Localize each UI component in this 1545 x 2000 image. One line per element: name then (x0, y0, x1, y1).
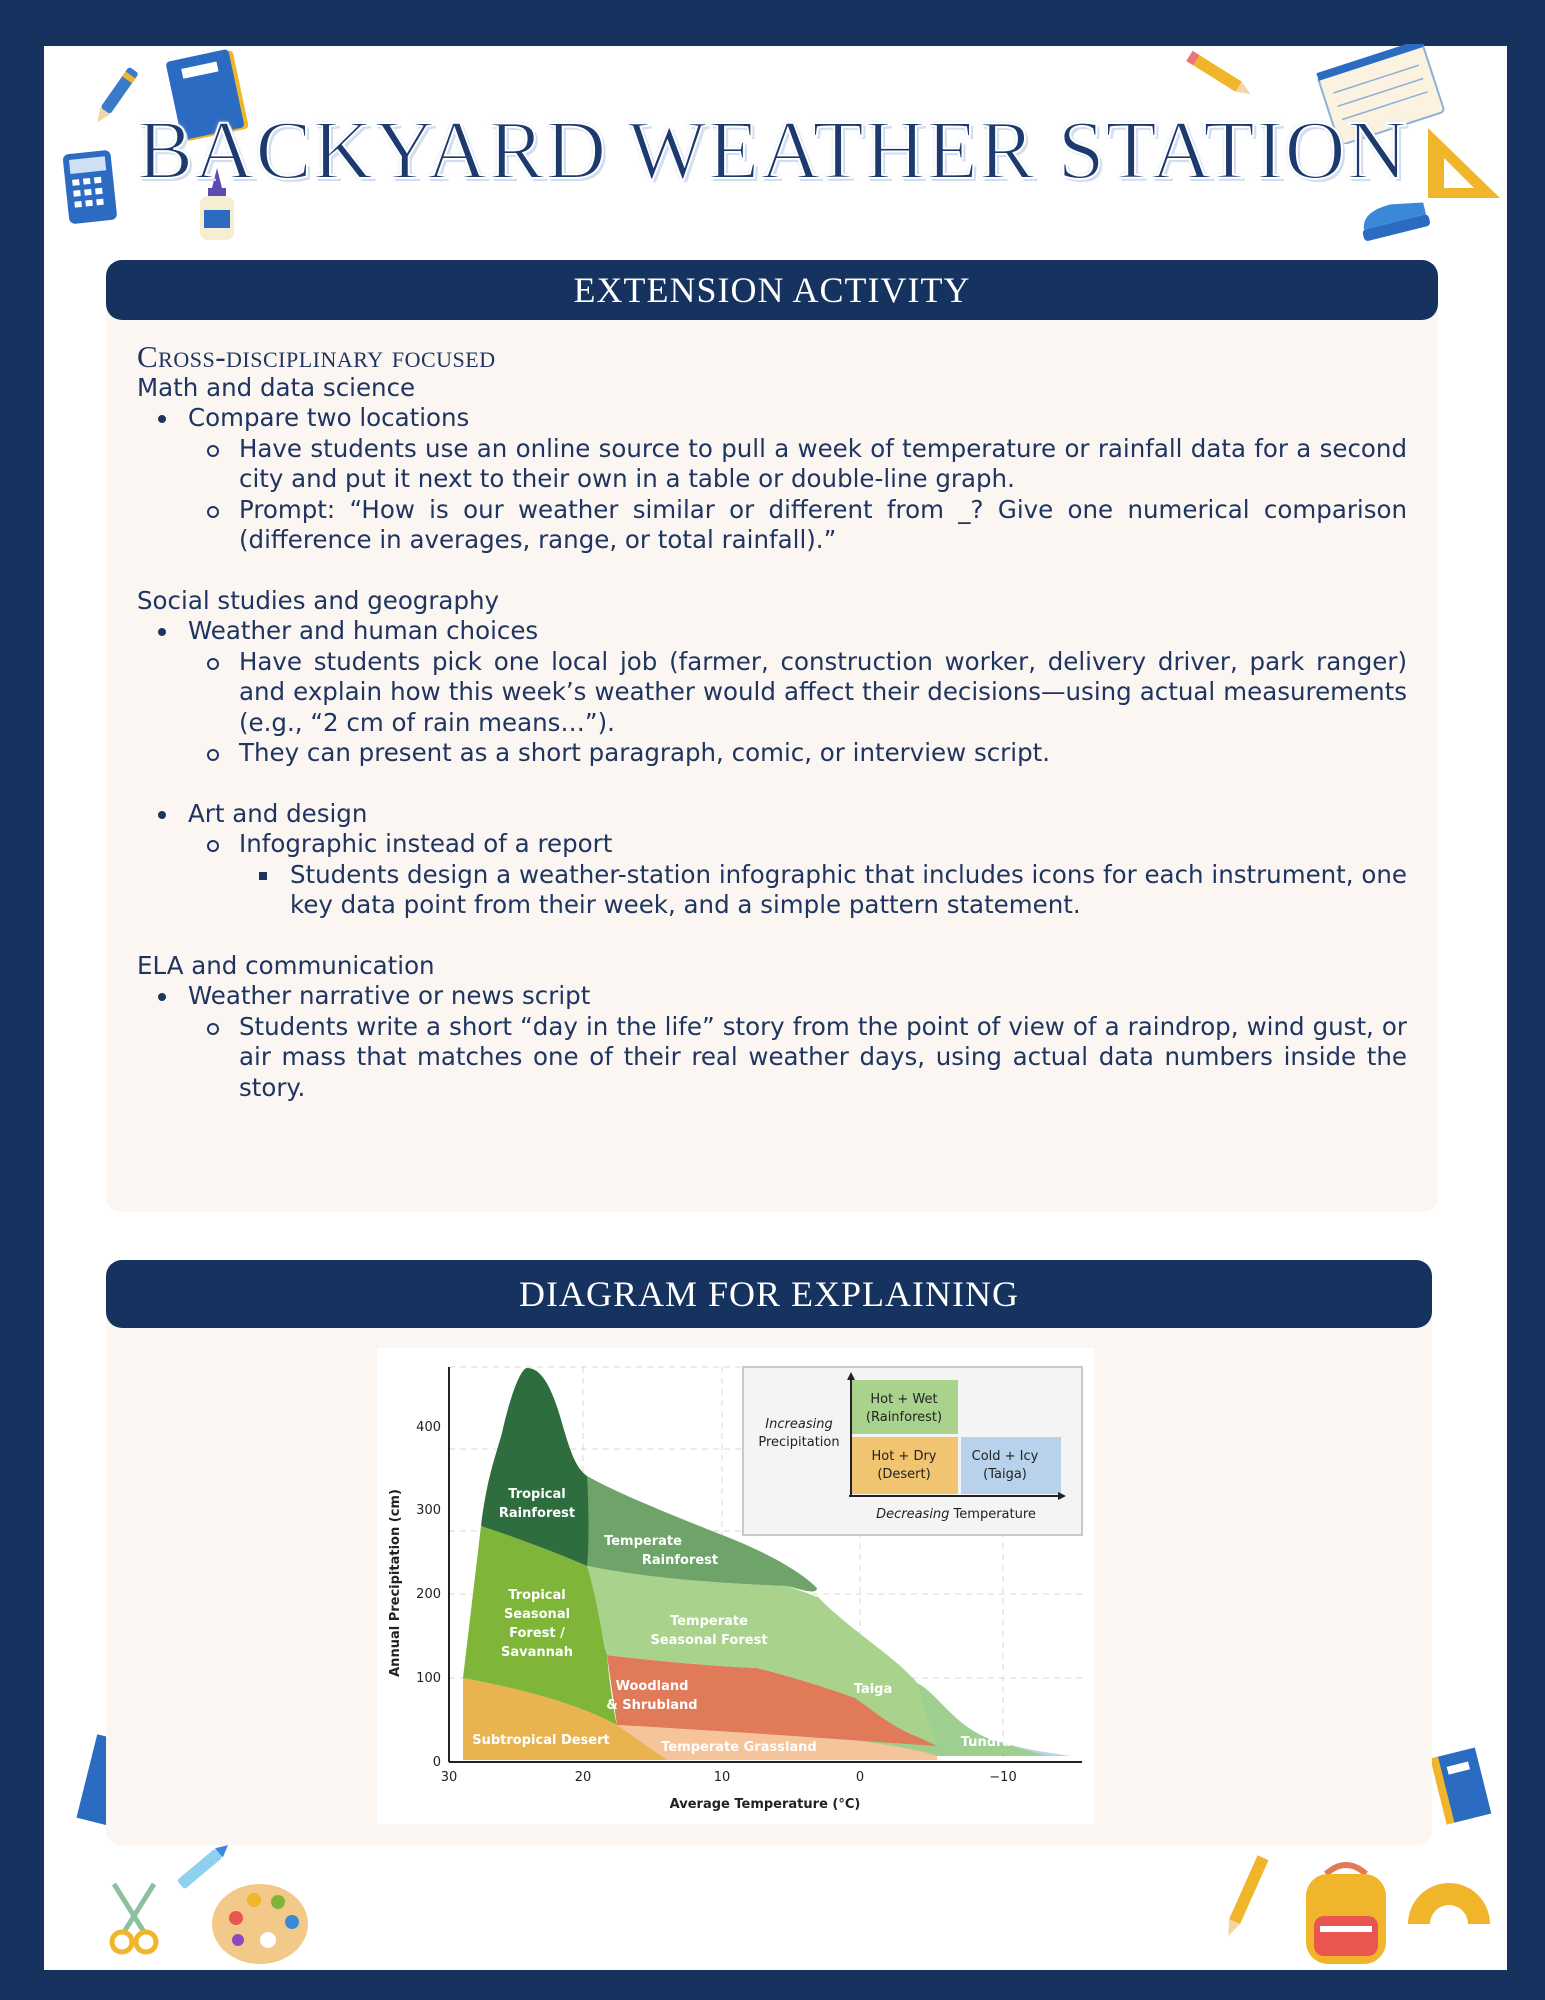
page-title: BACKYARD WEATHER STATION (136, 104, 1409, 197)
list-item: Students write a short “day in the life” story from the point of view of a raindrop, wind gust, or air mass that matches one of their real weather days, using actual data numbers inside the story. (137, 1012, 1407, 1104)
paint-palette-icon (208, 1878, 312, 1970)
biome-diagram (377, 1348, 1094, 1824)
x-tick-label: −10 (989, 1770, 1017, 1785)
tropical-seasonal-label: Forest / (509, 1626, 565, 1641)
legend-y-axis-label: Precipitation (758, 1435, 840, 1450)
list-item: Students design a weather-station infographic that includes icons for each instrument, one key data point from their week, and a simple pattern statement. (137, 860, 1407, 921)
legend-hot-dry-label: (Desert) (877, 1467, 931, 1482)
tundra-label: Tundra (960, 1735, 1012, 1750)
subject-heading: ELA and communication (137, 950, 435, 980)
temperate-grassland-label: Temperate Grassland (661, 1740, 817, 1755)
stapler-icon (1354, 192, 1434, 244)
tropical-rainforest-label: Tropical (508, 1487, 566, 1502)
y-tick-label: 0 (432, 1755, 441, 1770)
temperate-seasonal-label: Temperate (670, 1614, 748, 1629)
list-item: Prompt: “How is our weather similar or different from _? Give one numerical comparison (difference in averages, range, or total rainfall).” (137, 495, 1407, 556)
list-item: Have students pick one local job (farmer, construction worker, delivery driver, park ranger) and explain how this week’s weather would affect their decisions—using actual measurements (e.g., “2 cm of rain means…”). (137, 647, 1407, 739)
list-item: Have students use an online source to pull a week of temperature or rainfall data for a second city and put it next to their own in a table or double-line graph. (137, 434, 1407, 495)
x-tick-label: 30 (440, 1770, 458, 1785)
x-tick-label: 20 (574, 1770, 592, 1785)
legend-y-axis-label: Increasing (765, 1417, 833, 1432)
ela-list (137, 981, 1407, 1103)
taiga-label: Taiga (853, 1682, 893, 1697)
list-item: They can present as a short paragraph, comic, or interview script. (137, 738, 1407, 769)
legend-hot-dry-label: Hot + Dry (871, 1449, 937, 1464)
legend-hot-dry (851, 1437, 958, 1494)
temperate-rainforest-label: Rainforest (641, 1553, 719, 1568)
x-tick-label: 0 (855, 1770, 865, 1785)
list-item: Weather narrative or news script (137, 981, 1407, 1012)
y-tick-label: 200 (416, 1587, 441, 1602)
y-axis-label: Annual Precipitation (cm) (388, 1489, 403, 1677)
subtropical-desert-label: Subtropical Desert (472, 1733, 610, 1748)
book-icon (1428, 1744, 1494, 1830)
y-tick-label: 100 (416, 1671, 441, 1686)
legend-cold-icy (961, 1437, 1061, 1494)
legend-cold-icy-label: (Taiga) (983, 1467, 1027, 1482)
diagram-header: DIAGRAM FOR EXPLAINING (106, 1260, 1432, 1328)
legend-hot-wet-label: Hot + Wet (870, 1392, 938, 1407)
list-item: Compare two locations (137, 403, 1407, 434)
tropical-seasonal-label: Savannah (501, 1645, 573, 1660)
list-item: Art and design (137, 799, 1407, 830)
extension-content (137, 339, 1407, 1103)
art-list (137, 799, 1407, 921)
extension-header: EXTENSION ACTIVITY (106, 260, 1438, 320)
pencil-icon (1180, 44, 1260, 106)
list-item: Infographic instead of a report (137, 829, 1407, 860)
social-list (137, 616, 1407, 769)
list-item: Weather and human choices (137, 616, 1407, 647)
x-tick-label: 10 (713, 1770, 731, 1785)
subject-heading: Math and data science (137, 372, 416, 402)
woodland-label: Woodland (615, 1679, 689, 1694)
scissors-icon (104, 1880, 164, 1960)
legend-cold-icy-label: Cold + Icy (971, 1449, 1039, 1464)
y-tick-label: 300 (416, 1503, 441, 1518)
math-list (137, 403, 1407, 556)
legend-x-axis-label: Decreasing Temperature (876, 1507, 1036, 1522)
temperate-rainforest-label: Temperate (604, 1534, 682, 1549)
temperate-seasonal-label: Seasonal Forest (650, 1633, 768, 1648)
backpack-icon (1290, 1856, 1402, 1970)
tropical-rainforest-label: Rainforest (498, 1506, 576, 1521)
tropical-seasonal-label: Seasonal (503, 1607, 571, 1622)
legend-hot-wet-label: (Rainforest) (865, 1410, 943, 1425)
y-tick-label: 400 (416, 1420, 441, 1435)
protractor-icon (1404, 1872, 1494, 1932)
x-axis-label: Average Temperature (°C) (669, 1797, 861, 1812)
subject-heading: Social studies and geography (137, 585, 500, 615)
legend-hot-wet (851, 1380, 958, 1434)
section-heading: Cross-disciplinary focused (137, 339, 496, 374)
tropical-seasonal-label: Tropical (508, 1588, 566, 1603)
woodland-label: & Shrubland (606, 1698, 698, 1713)
pencil-icon (1218, 1848, 1274, 1944)
